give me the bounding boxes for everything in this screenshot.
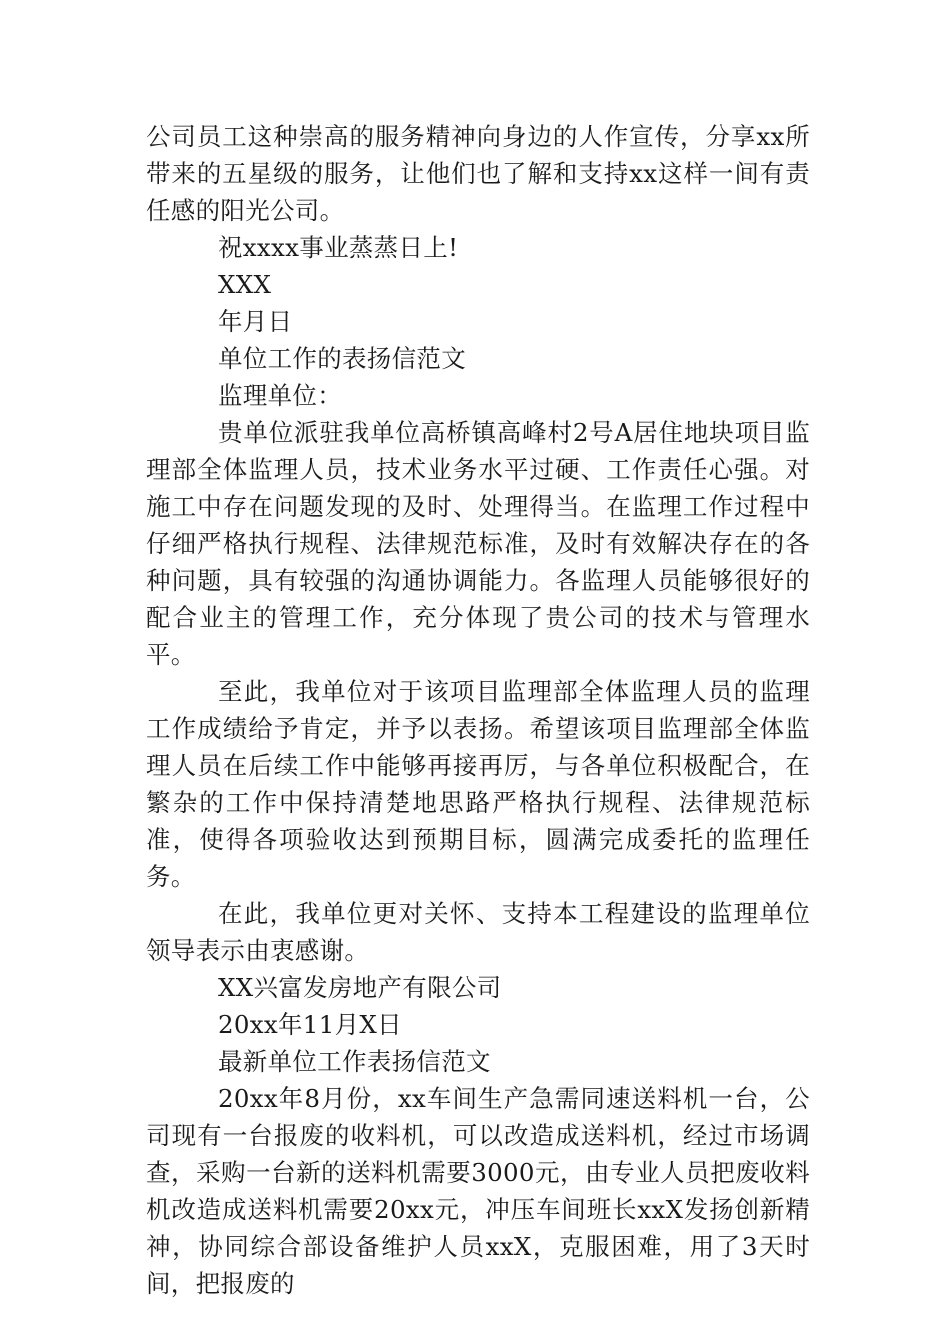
paragraph-continuation: 公司员工这种崇高的服务精神向身边的人作宣传，分享xx所带来的五星级的服务，让他们也了解和支持xx这样一间有责任感的阳光公司。 xyxy=(146,122,810,225)
paragraph-wish: 祝xxxx事业蒸蒸日上! xyxy=(218,233,459,262)
section-title-1: 单位工作的表扬信范文 xyxy=(218,344,466,373)
paragraph-body-3: 在此，我单位更对关怀、支持本工程建设的监理单位领导表示由衷感谢。 xyxy=(146,899,810,965)
paragraph-signature-name: XXX xyxy=(218,270,272,299)
salutation: 监理单位： xyxy=(218,381,342,410)
document-body xyxy=(146,118,810,1302)
paragraph-body-1: 贵单位派驻我单位高桥镇高峰村2号A居住地块项目监理部全体监理人员，技术业务水平过硬、工作责任心强。对施工中存在问题发现的及时、处理得当。在监理工作过程中仔细严格执行规程、法律规范标准，及时有效解决存在的各种问题，具有较强的沟通协调能力。各监理人员能够很好的配合业主的管理工作，充分体现了贵公司的技术与管理水平。 xyxy=(146,418,810,669)
signature-company: XX兴富发房地产有限公司 xyxy=(218,973,502,1002)
paragraph-date-placeholder: 年月日 xyxy=(218,307,293,336)
paragraph-body-2: 至此，我单位对于该项目监理部全体监理人员的监理工作成绩给予肯定，并予以表扬。希望该项目监理部全体监理人员在后续工作中能够再接再厉，与各单位积极配合，在繁杂的工作中保持清楚地思路严格执行规程、法律规范标准，使得各项验收达到预期目标，圆满完成委托的监理任务。 xyxy=(146,677,810,891)
signature-date: 20xx年11月X日 xyxy=(218,1010,402,1039)
paragraph-body-4: 20xx年8月份，xx车间生产急需同速送料机一台，公司现有一台报废的收料机，可以改造成送料机，经过市场调查，采购一台新的送料机需要3000元，由专业人员把废收料机改造成送料机需要20xx元，冲压车间班长xxX发扬创新精神，协同综合部设备维护人员xxX，克服困难，用了3天时间，把报废的 xyxy=(146,1084,810,1298)
section-title-2: 最新单位工作表扬信范文 xyxy=(218,1047,491,1076)
